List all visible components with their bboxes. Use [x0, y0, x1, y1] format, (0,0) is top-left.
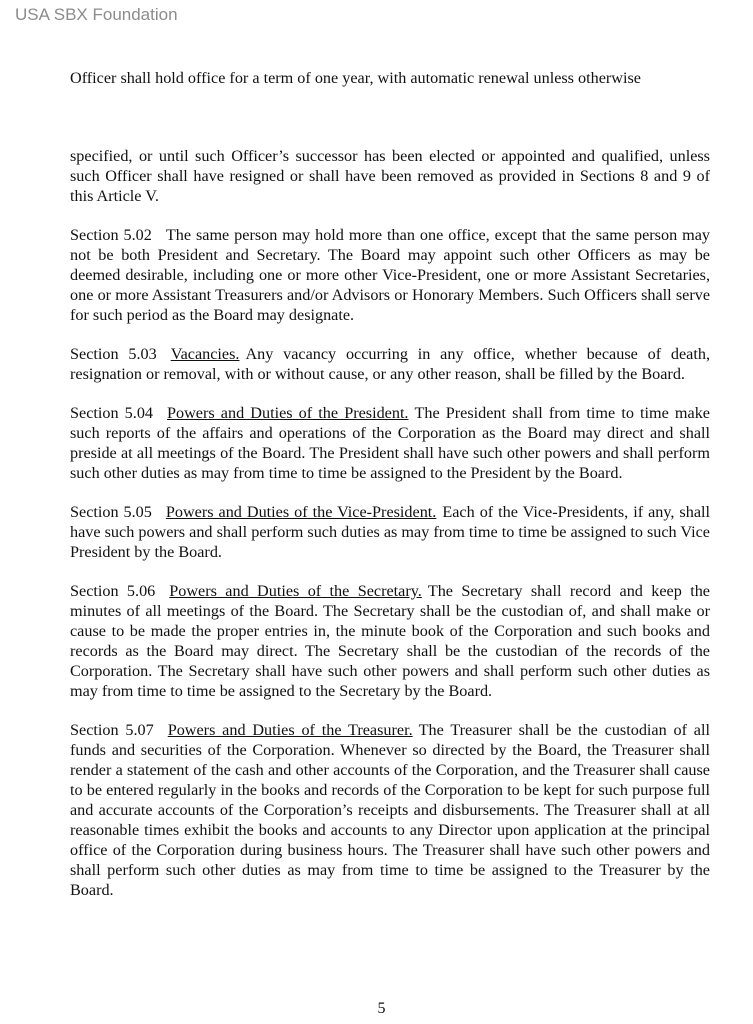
- section-5-06: [70, 581, 710, 701]
- section-text: Any vacancy occurring in any office, whether because of death, resignation or removal, with or without cause, or any other reason, shall be filled by the Board.: [70, 345, 710, 383]
- section-heading: Powers and Duties of the Secretary.: [169, 582, 422, 600]
- section-heading: Powers and Duties of the Vice-President.: [165, 503, 437, 521]
- document-header: USA SBX Foundation: [15, 5, 178, 24]
- continuation-paragraph: specified, or until such Officer’s successor has been elected or appointed and qualified, unless such Officer shall have resigned or shall have been removed as provided in Sections 8 and 9 of this Article V.: [70, 147, 710, 205]
- section-text: The same person may hold more than one office, except that the same person may not be both President and Secretary. The Board may appoint such other Officers as may be deemed desirable, including one or more other Vice-President, one or more Assistant Secretaries, one or more Assistant Treasurers and/or Advisors or Honorary Members. Such Officers shall serve for such period as the Board may designate.: [70, 226, 710, 324]
- section-5-02: [70, 225, 710, 325]
- section-5-04: [70, 403, 710, 483]
- section-heading: Vacancies.: [170, 345, 240, 363]
- section-text: The President shall from time to time make such reports of the affairs and operations of the Corporation as the Board may direct and shall preside at all meetings of the Board. The President shall have such other powers and shall perform such other duties as may from time to time be assigned to the President by the Board.: [70, 404, 710, 482]
- section-text: The Treasurer shall be the custodian of all funds and securities of the Corporation. Whenever so directed by the Board, the Treasurer shall render a statement of the cash and other accounts of the Corporation, and the Treasurer shall cause to be entered regularly in the books and records of the Corporation to be kept for such purpose full and accurate accounts of the Corporation’s receipts and disbursements. The Treasurer shall at all reasonable times exhibit the books and accounts to any Director upon application at the principal office of the Corporation during business hours. The Treasurer shall have such other powers and shall perform such other duties as may from time to time be assigned to the Treasurer by the Board.: [70, 721, 710, 899]
- section-heading: Powers and Duties of the Treasurer.: [167, 721, 413, 739]
- section-number: Section 5.07: [70, 721, 154, 739]
- first-line: Officer shall hold office for a term of one year, with automatic renewal unless otherwise: [70, 69, 641, 87]
- section-number: Section 5.06: [70, 582, 156, 600]
- document-body: [70, 146, 710, 919]
- section-5-07: [70, 720, 710, 900]
- section-heading: Powers and Duties of the President.: [167, 404, 409, 422]
- section-number: Section 5.02: [70, 226, 152, 244]
- section-number: Section 5.05: [70, 503, 152, 521]
- page-number: 5: [377, 1000, 386, 1017]
- section-number: Section 5.04: [70, 404, 154, 422]
- section-number: Section 5.03: [70, 345, 157, 363]
- section-5-03: [70, 344, 710, 384]
- section-text: Each of the Vice-Presidents, if any, shall have such powers and shall perform such duties as may from time to time be assigned to such Vice President by the Board.: [70, 503, 711, 561]
- section-5-05: [70, 502, 710, 562]
- section-text: The Secretary shall record and keep the minutes of all meetings of the Board. The Secretary shall be the custodian of, and shall make or cause to be made the proper entries in, the minute book of the Corporation and such books and records as the Board may direct. The Secretary shall be the custodian of the records of the Corporation. The Secretary shall have such other powers and shall perform such other duties as may from time to time be assigned to the Secretary by the Board.: [70, 582, 710, 700]
